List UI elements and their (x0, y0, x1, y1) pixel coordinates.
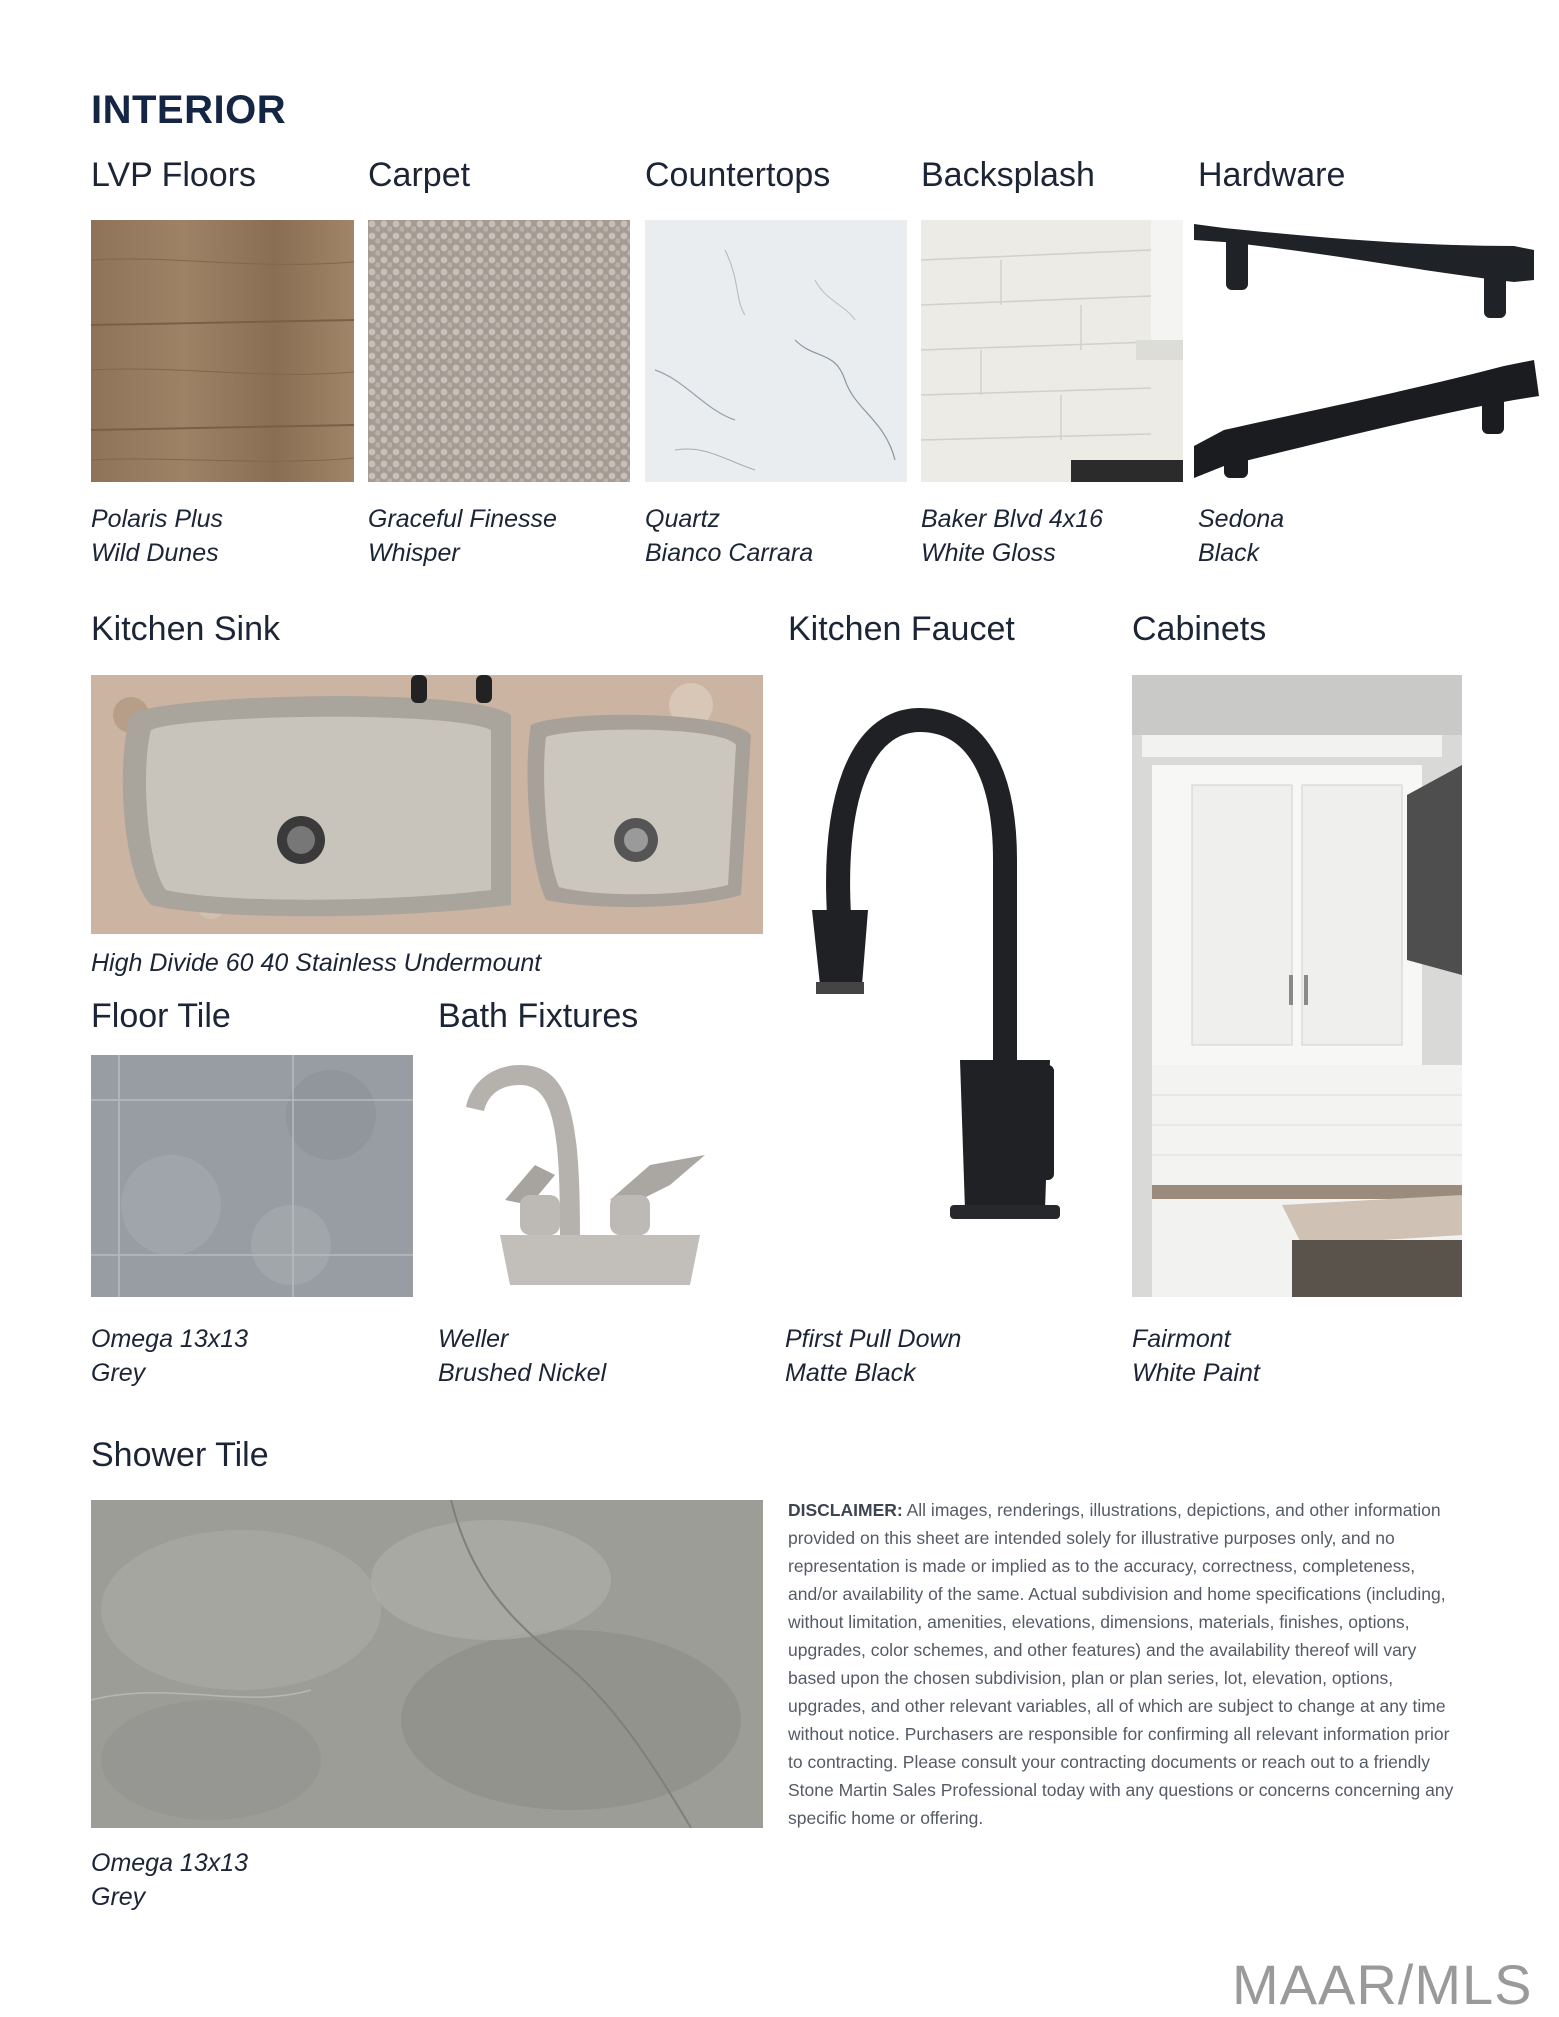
carpet-label: Carpet (368, 156, 471, 194)
kitchen-faucet-caption (785, 1322, 961, 1390)
kitchen-sink-caption (91, 946, 541, 980)
countertops-label: Countertops (645, 156, 831, 194)
kitchen-sink-label: Kitchen Sink (91, 610, 280, 648)
carpet-name: Graceful Finesse (368, 505, 557, 533)
carpet-caption (368, 502, 557, 570)
carpet-swatch (368, 220, 630, 482)
lvp-floors-name: Polaris Plus (91, 505, 223, 533)
backsplash-name: Baker Blvd 4x16 (921, 505, 1104, 533)
bath-fixtures-caption (438, 1322, 606, 1390)
kitchen-sink-name: High Divide 60 40 Stainless Undermount (91, 949, 542, 977)
cabinets-caption (1132, 1322, 1260, 1390)
shower-tile-swatch (91, 1500, 763, 1828)
disclaimer-heading: DISCLAIMER: (788, 1500, 903, 1520)
hardware-color: Black (1198, 539, 1260, 567)
cabinets-label: Cabinets (1132, 610, 1267, 648)
backsplash-caption (921, 502, 1103, 570)
hardware-swatch (1184, 216, 1549, 482)
shower-tile-caption (91, 1846, 248, 1914)
floor-tile-name: Omega 13x13 (91, 1325, 249, 1353)
kitchen-faucet-label: Kitchen Faucet (788, 610, 1015, 648)
lvp-floors-label: LVP Floors (91, 156, 257, 194)
kitchen-faucet-name: Pfirst Pull Down (785, 1325, 962, 1353)
bath-fixtures-name: Weller (438, 1325, 509, 1353)
floor-tile-caption (91, 1322, 248, 1390)
lvp-floors-swatch (91, 220, 354, 482)
countertops-name: Quartz (645, 505, 721, 533)
hardware-name: Sedona (1198, 505, 1285, 533)
shower-tile-label: Shower Tile (91, 1436, 269, 1474)
backsplash-swatch (921, 220, 1183, 482)
shower-tile-name: Omega 13x13 (91, 1849, 249, 1877)
bath-fixtures-color: Brushed Nickel (438, 1359, 607, 1387)
kitchen-faucet-swatch (800, 700, 1100, 1240)
bath-fixtures-label: Bath Fixtures (438, 997, 639, 1035)
backsplash-color: White Gloss (921, 539, 1056, 567)
countertops-swatch (645, 220, 907, 482)
kitchen-faucet-color: Matte Black (785, 1359, 916, 1387)
kitchen-sink-swatch (91, 675, 763, 934)
countertops-caption (645, 502, 813, 570)
floor-tile-swatch (91, 1055, 413, 1297)
shower-tile-color: Grey (91, 1883, 146, 1911)
countertops-color: Bianco Carrara (645, 539, 814, 567)
bath-fixtures-swatch (460, 1055, 740, 1297)
cabinets-color: White Paint (1132, 1359, 1260, 1387)
lvp-floors-caption (91, 502, 223, 570)
disclaimer-text: All images, renderings, illustrations, depictions, and other information provided on this sheet are intended solely for illustrative purposes only, and no representation is made or implied as to the accuracy, correctness, completeness, and/or availability of the same. Actual subdivision and home specifications (including, without limitation, amenities, elevations, dimensions, materials, finishes, options, upgrades, color schemes, and other features) and the availability thereof will vary based upon the chosen subdivision, plan or plan series, lot, elevation, options, upgrades, and other relevant variables, all of which are subject to change at any time without notice. Purchasers are responsible for confirming all relevant information prior to contracting. Please consult your contracting documents or reach out to a friendly Stone Martin Sales Professional today with any questions or concerns concerning any specific home or offering. (788, 1500, 1454, 1828)
floor-tile-color: Grey (91, 1359, 146, 1387)
hardware-label: Hardware (1198, 156, 1346, 194)
carpet-color: Whisper (368, 539, 460, 567)
cabinets-name: Fairmont (1132, 1325, 1231, 1353)
floor-tile-label: Floor Tile (91, 997, 231, 1035)
cabinets-swatch (1132, 675, 1462, 1297)
backsplash-label: Backsplash (921, 156, 1095, 194)
lvp-floors-color: Wild Dunes (91, 539, 219, 567)
disclaimer (788, 1496, 1468, 1832)
section-title: INTERIOR (91, 88, 287, 132)
hardware-caption (1198, 502, 1284, 570)
watermark: MAAR/MLS (1232, 1953, 1533, 2016)
